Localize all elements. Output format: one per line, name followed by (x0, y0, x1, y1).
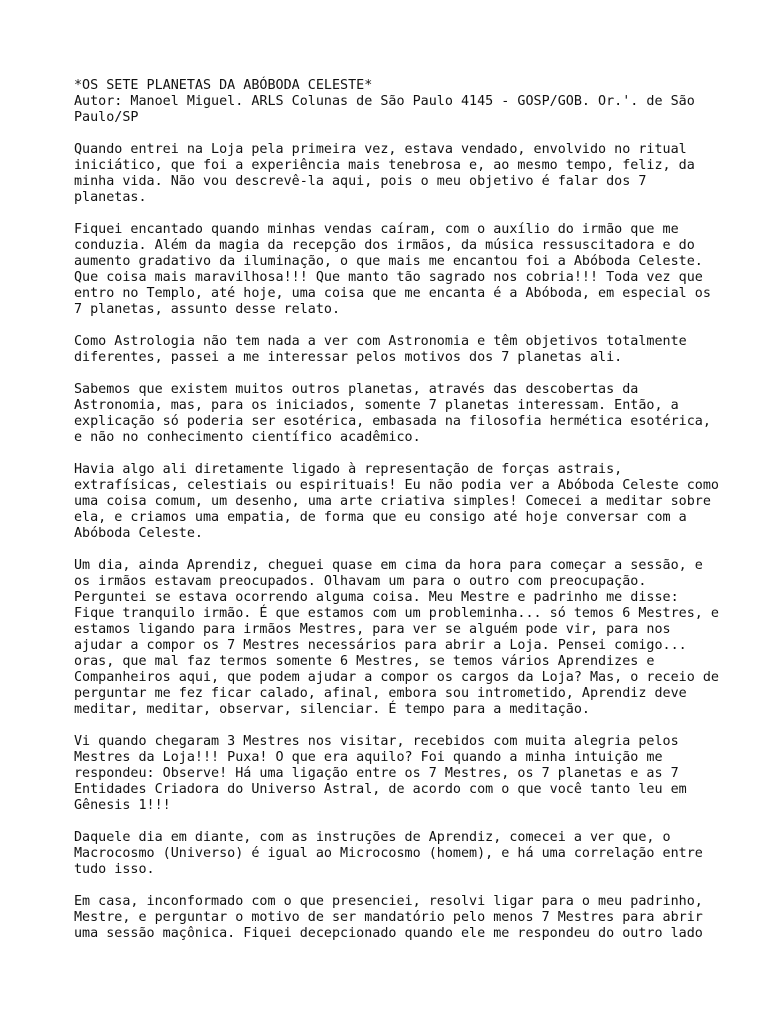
paragraph-line: Companheiros aqui, que podem ajudar a compor os cargos da Loja? Mas, o receio de (74, 670, 719, 685)
paragraph-line: explicação só poderia ser esotérica, embasada na filosofia hermética esotérica, (74, 414, 711, 429)
paragraph-line: Fique tranquilo irmão. É que estamos com um probleminha... só temos 6 Mestres, e (74, 606, 719, 621)
paragraph-line: extrafísicas, celestiais ou espirituais! Eu não podia ver a Abóboda Celeste como (74, 478, 719, 493)
author-line-2: Paulo/SP (74, 110, 139, 125)
paragraph-line: uma sessão maçônica. Fiquei decepcionado quando ele me respondeu do outro lado (74, 926, 703, 941)
paragraph-line: Sabemos que existem muitos outros planetas, através das descobertas da (74, 382, 639, 397)
paragraph-line: iniciático, que foi a experiência mais tenebrosa e, ao mesmo tempo, feliz, da (74, 158, 695, 173)
document-header (74, 78, 734, 126)
paragraph-line: Mestres da Loja!!! Puxa! O que era aquilo? Foi quando a minha intuição me (74, 750, 663, 765)
paragraph-line: Gênesis 1!!! (74, 798, 171, 813)
paragraph-line: perguntar me fez ficar calado, afinal, embora sou intrometido, Aprendiz deve (74, 686, 687, 701)
paragraph-line: Um dia, ainda Aprendiz, cheguei quase em cima da hora para começar a sessão, e (74, 558, 703, 573)
paragraph-line: Vi quando chegaram 3 Mestres nos visitar, recebidos com muita alegria pelos (74, 734, 679, 749)
document-title: *OS SETE PLANETAS DA ABÓBODA CELESTE* (74, 78, 373, 93)
paragraph-line: Fiquei encantado quando minhas vendas caíram, com o auxílio do irmão que me (74, 222, 679, 237)
paragraph-line: Mestre, e perguntar o motivo de ser mandatório pelo menos 7 Mestres para abrir (74, 910, 703, 925)
paragraph-line: Perguntei se estava ocorrendo alguma coisa. Meu Mestre e padrinho me disse: (74, 590, 679, 605)
author-line-1: Autor: Manoel Miguel. ARLS Colunas de São Paulo 4145 - GOSP/GOB. Or.'. de São (74, 94, 695, 109)
paragraph-line: os irmãos estavam preocupados. Olhavam um para o outro com preocupação. (74, 574, 647, 589)
paragraph-line: estamos ligando para irmãos Mestres, para ver se alguém pode vir, para nos (74, 622, 671, 637)
paragraph-line: Abóboda Celeste. (74, 526, 203, 541)
paragraph (74, 462, 734, 542)
document-page (74, 78, 734, 958)
paragraph-line: oras, que mal faz termos somente 6 Mestres, se temos vários Aprendizes e (74, 654, 655, 669)
paragraph-line: tudo isso. (74, 862, 155, 877)
paragraph-line: minha vida. Não vou descrevê-la aqui, pois o meu objetivo é falar dos 7 (74, 174, 647, 189)
paragraph-line: Quando entrei na Loja pela primeira vez, estava vendado, envolvido no ritual (74, 142, 687, 157)
paragraph (74, 222, 734, 318)
paragraph-line: uma coisa comum, um desenho, uma arte criativa simples! Comecei a meditar sobre (74, 494, 711, 509)
paragraph-line: e não no conhecimento científico acadêmico. (74, 430, 421, 445)
paragraph (74, 830, 734, 878)
paragraph-line: 7 planetas, assunto desse relato. (74, 302, 341, 317)
paragraph (74, 894, 734, 942)
paragraph-line: Daquele dia em diante, com as instruções de Aprendiz, comecei a ver que, o (74, 830, 671, 845)
paragraph-line: aumento gradativo da iluminação, o que mais me encantou foi a Abóboda Celeste. (74, 254, 703, 269)
paragraph-line: entro no Templo, até hoje, uma coisa que me encanta é a Abóboda, em especial os (74, 286, 711, 301)
paragraph (74, 142, 734, 206)
paragraph (74, 558, 734, 718)
paragraph-line: Em casa, inconformado com o que presenciei, resolvi ligar para o meu padrinho, (74, 894, 703, 909)
paragraph-line: respondeu: Observe! Há uma ligação entre os 7 Mestres, os 7 planetas e as 7 (74, 766, 679, 781)
paragraph-line: planetas. (74, 190, 147, 205)
paragraph-line: Que coisa mais maravilhosa!!! Que manto tão sagrado nos cobria!!! Toda vez que (74, 270, 703, 285)
paragraph-line: Macrocosmo (Universo) é igual ao Microcosmo (homem), e há uma correlação entre (74, 846, 703, 861)
paragraph-line: Entidades Criadora do Universo Astral, de acordo com o que você tanto leu em (74, 782, 687, 797)
document-body (74, 142, 734, 942)
paragraph (74, 334, 734, 366)
paragraph-line: ajudar a compor os 7 Mestres necessários para abrir a Loja. Pensei comigo... (74, 638, 687, 653)
paragraph-line: conduzia. Além da magia da recepção dos irmãos, da música ressuscitadora e do (74, 238, 695, 253)
paragraph-line: diferentes, passei a me interessar pelos motivos dos 7 planetas ali. (74, 350, 623, 365)
paragraph-line: Havia algo ali diretamente ligado à representação de forças astrais, (74, 462, 623, 477)
paragraph (74, 734, 734, 814)
paragraph-line: ela, e criamos uma empatia, de forma que eu consigo até hoje conversar com a (74, 510, 687, 525)
paragraph-line: Como Astrologia não tem nada a ver com Astronomia e têm objetivos totalmente (74, 334, 687, 349)
paragraph (74, 382, 734, 446)
paragraph-line: Astronomia, mas, para os iniciados, somente 7 planetas interessam. Então, a (74, 398, 679, 413)
paragraph-line: meditar, meditar, observar, silenciar. É tempo para a meditação. (74, 702, 590, 717)
